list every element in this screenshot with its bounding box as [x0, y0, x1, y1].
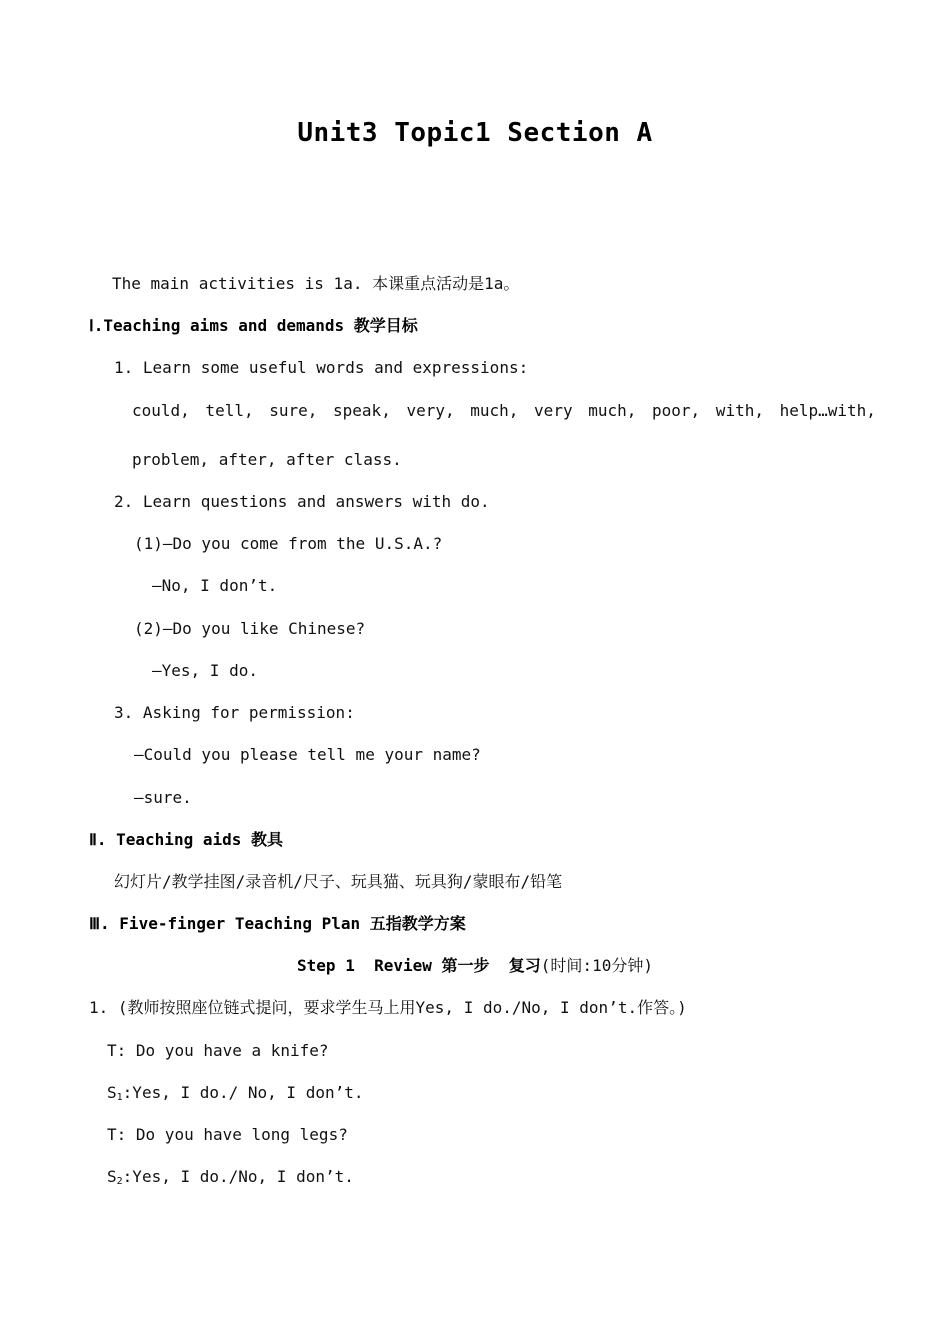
aim-item-2: 2. Learn questions and answers with do.: [114, 492, 490, 511]
step-1-time: (时间:10分钟): [540, 956, 653, 975]
example-question-2: (2)—Do you like Chinese?: [134, 619, 366, 638]
vocabulary-line-1: could, tell, sure, speak, very, much, very much, poor, with, help…with,: [132, 401, 876, 420]
dialogue-text: :Yes, I do./No, I don’t.: [122, 1167, 354, 1186]
dialogue-line: [107, 1040, 329, 1062]
aim-item-1: 1. Learn some useful words and expressions:: [114, 358, 529, 377]
step-1-heading: [0, 955, 950, 977]
dialogue-line: [107, 1166, 354, 1188]
speaker-label: S: [107, 1167, 117, 1186]
dialogue-line: [107, 1082, 364, 1104]
dialogue-text: : Do you have long legs?: [116, 1125, 348, 1144]
dialogue-line: [107, 1124, 348, 1146]
section-1-heading: Ⅰ.Teaching aims and demands 教学目标: [89, 316, 418, 335]
dialogue-text: : Do you have a knife?: [116, 1041, 329, 1060]
permission-answer: —sure.: [134, 788, 192, 807]
example-answer-2: —Yes, I do.: [152, 661, 258, 680]
section-3-heading: Ⅲ. Five-finger Teaching Plan 五指教学方案: [89, 914, 466, 933]
speaker-subscript: 1: [116, 1092, 123, 1103]
section-2-heading: Ⅱ. Teaching aids 教具: [89, 830, 284, 849]
example-question-1: (1)—Do you come from the U.S.A.?: [134, 534, 443, 553]
intro-text: The main activities is 1a. 本课重点活动是1a。: [112, 274, 520, 293]
vocabulary-line-2: problem, after, after class.: [132, 450, 402, 469]
dialogue-text: :Yes, I do./ No, I don’t.: [122, 1083, 364, 1102]
step-1-title: Step 1 Review 第一步 复习: [297, 956, 541, 975]
speaker-label: T: [107, 1041, 117, 1060]
permission-question: —Could you please tell me your name?: [134, 745, 481, 764]
speaker-label: T: [107, 1125, 117, 1144]
speaker-label: S: [107, 1083, 117, 1102]
example-answer-1: —No, I don’t.: [152, 576, 278, 595]
speaker-subscript: 2: [116, 1176, 123, 1187]
teaching-aids-list: 幻灯片/教学挂图/录音机/尺子、玩具猫、玩具狗/蒙眼布/铅笔: [114, 872, 563, 891]
step-1-instruction: 1. (教师按照座位链式提问，要求学生马上用Yes, I do./No, I don’t.作答。): [89, 998, 687, 1017]
aim-item-3: 3. Asking for permission:: [114, 703, 355, 722]
document-title: Unit3 Topic1 Section A: [297, 118, 653, 148]
